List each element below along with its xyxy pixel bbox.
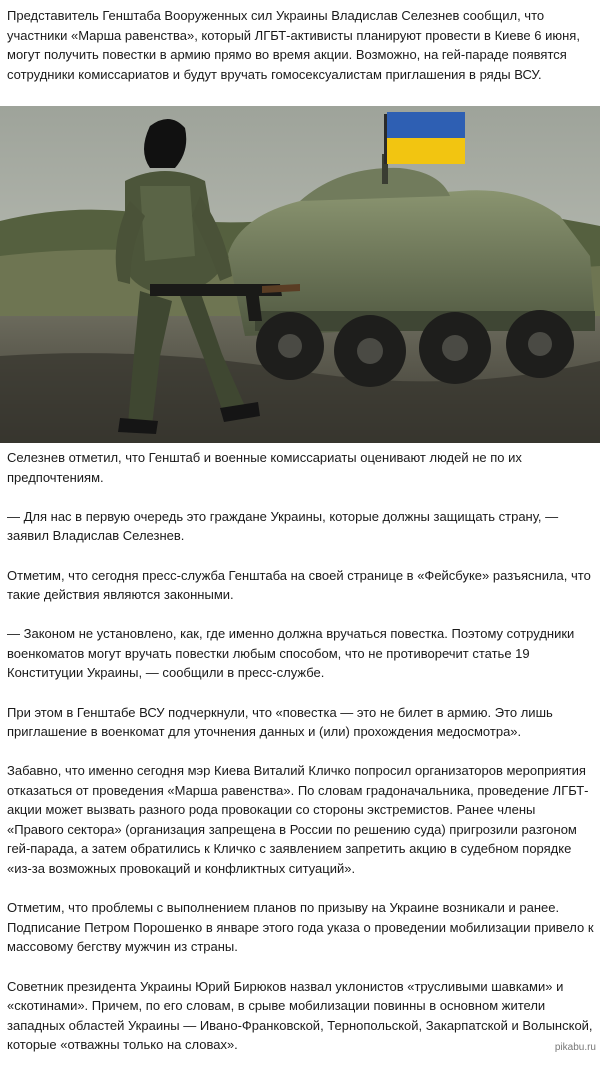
article-paragraph: Отметим, что сегодня пресс-служба Генштаба на своей странице в «Фейсбуке» разъяснила, что такие действия являются законными. — [7, 567, 591, 603]
article-paragraph: При этом в Генштабе ВСУ подчеркнули, что «повестка — это не билет в армию. Это лишь приглашение в военкомат для уточнения данных и (или) прохождения медосмотра». — [7, 704, 553, 740]
soldier-with-apc-image — [0, 106, 600, 443]
flag-bottom-stripe — [387, 138, 465, 164]
article-photo — [0, 106, 600, 443]
intro-paragraph: Представитель Генштаба Вооруженных сил Украины Владислав Селезнев сообщил, что участники «Марша равенства», который ЛГБТ-активисты планируют провести в Киеве 6 июня, могут получить повестки в армию прямо во время акции. Возможно, на гей-параде появятся сотрудники комиссариатов и будут вручать гомосексуалистам приглашения в ряды ВСУ. — [7, 8, 580, 82]
site-watermark: pikabu.ru — [554, 1042, 596, 1053]
article-paragraph: — Для нас в первую очередь это граждане Украины, которые должны защищать страну, — заявил Владислав Селезнев. — [7, 508, 559, 544]
article-paragraph: Забавно, что именно сегодня мэр Киева Виталий Кличко попросил организаторов мероприятия отказаться от проведения «Марша равенства». По словам градоначальника, проведение ЛГБТ-акции может вызвать разного рода провокации со стороны экстремистов. Ранее члены «Правого сектора» (организация запрещена в России по решению суда) пригрозили разгоном гей-парада, а затем обратились к Кличко с заявлением запретить акцию в судебном порядке «из-за возможных провокаций и конфликтных ситуаций». — [7, 763, 589, 876]
article-paragraph: Селезнев отметил, что Генштаб и военные комиссариаты оценивают людей не по их предпочтениям. — [7, 450, 522, 485]
article-paragraph: Советник президента Украины Юрий Бирюков назвал уклонистов «трусливыми шавками» и «скотинами». Причем, по его словам, в срыве мобилизации повинны в основном жители западных областей Украины — Ивано-Франковской, Тернопольской, Закарпатской и Волынской, которые «отважны только на словах». — [7, 978, 593, 1053]
article-body — [0, 448, 600, 1074]
flag-top-stripe — [387, 112, 465, 138]
article-paragraph: — Законом не установлено, как, где именно должна вручаться повестка. Поэтому сотрудники военкоматов могут вручать повестки любым способом, что не противоречит статье 19 Конституции Украины, — сообщили в пресс-службе. — [7, 626, 575, 681]
article-paragraph: Отметим, что проблемы с выполнением планов по призыву на Украине возникали и ранее. Подписание Петром Порошенко в январе этого года указа о проведении мобилизации привело к массовому бегству мужчин из страны. — [7, 900, 594, 955]
